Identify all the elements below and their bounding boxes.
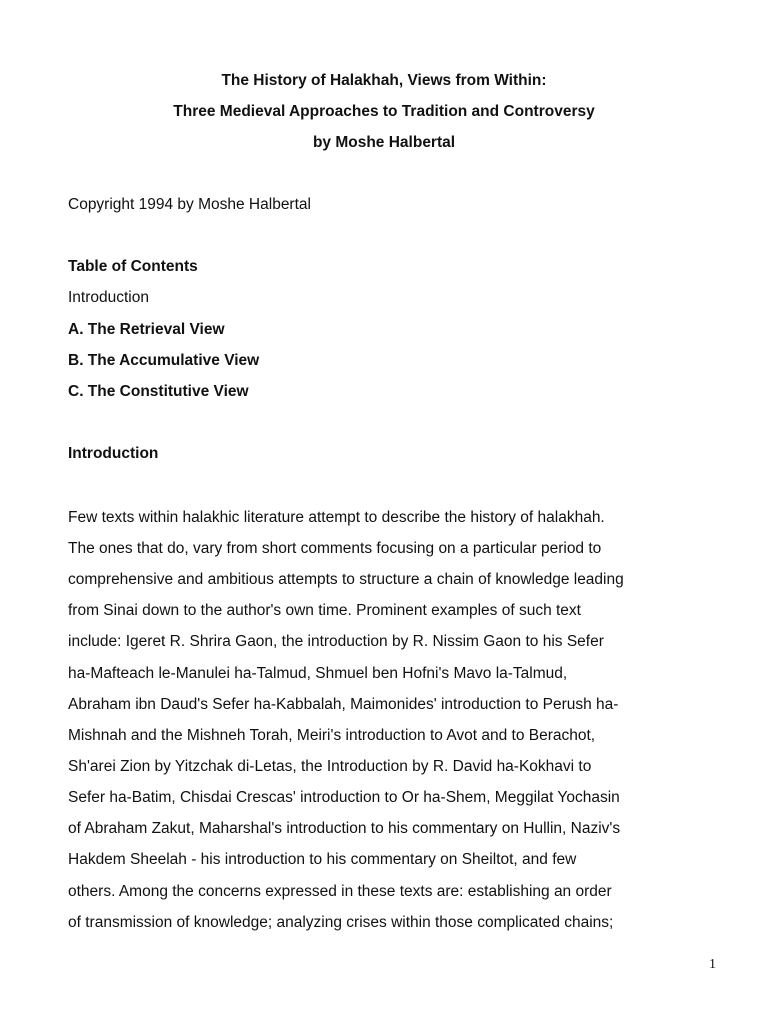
document-title-line-2: Three Medieval Approaches to Tradition and Controversy — [173, 103, 595, 120]
paragraph-line: from Sinai down to the author's own time. Prominent examples of such text — [68, 602, 581, 619]
toc-item-constitutive-view: C. The Constitutive View — [68, 383, 249, 400]
document-author-line: by Moshe Halbertal — [312, 134, 456, 151]
paragraph-line: Hakdem Sheelah - his introduction to his commentary on Sheiltot, and few — [68, 851, 577, 868]
page-number: 1 — [709, 957, 716, 972]
toc-heading: Table of Contents — [68, 258, 198, 275]
toc-item-introduction: Introduction — [68, 289, 149, 306]
paragraph-line: Sh'arei Zion by Yitzchak di-Letas, the Introduction by R. David ha-Kokhavi to — [68, 758, 592, 775]
toc-item-retrieval-view: A. The Retrieval View — [68, 321, 225, 338]
document-title-line-1: The History of Halakhah, Views from Within: — [221, 72, 547, 89]
paragraph-line: Sefer ha-Batim, Chisdai Crescas' introduction to Or ha-Shem, Meggilat Yochasin — [68, 789, 620, 806]
paragraph-line: comprehensive and ambitious attempts to structure a chain of knowledge leading — [68, 571, 624, 588]
paragraph-line: Mishnah and the Mishneh Torah, Meiri's introduction to Avot and to Berachot, — [68, 727, 596, 744]
paragraph-line: of Abraham Zakut, Maharshal's introduction to his commentary on Hullin, Naziv's — [68, 820, 621, 837]
paragraph-line: The ones that do, vary from short comments focusing on a particular period to — [68, 540, 602, 557]
paragraph-line: of transmission of knowledge; analyzing crises within those complicated chains; — [68, 914, 614, 931]
paragraph-line: include: Igeret R. Shrira Gaon, the introduction by R. Nissim Gaon to his Sefer — [68, 633, 604, 650]
copyright-notice: Copyright 1994 by Moshe Halbertal — [68, 196, 311, 213]
paragraph-line: others. Among the concerns expressed in these texts are: establishing an order — [68, 883, 612, 900]
paragraph-line: Abraham ibn Daud's Sefer ha-Kabbalah, Maimonides' introduction to Perush ha- — [68, 696, 619, 713]
section-heading-introduction: Introduction — [68, 445, 159, 462]
paragraph-line: Few texts within halakhic literature attempt to describe the history of halakhah. — [68, 509, 605, 526]
toc-item-accumulative-view: B. The Accumulative View — [68, 352, 260, 369]
paragraph-line: ha-Mafteach le-Manulei ha-Talmud, Shmuel ben Hofni's Mavo la-Talmud, — [68, 665, 568, 682]
